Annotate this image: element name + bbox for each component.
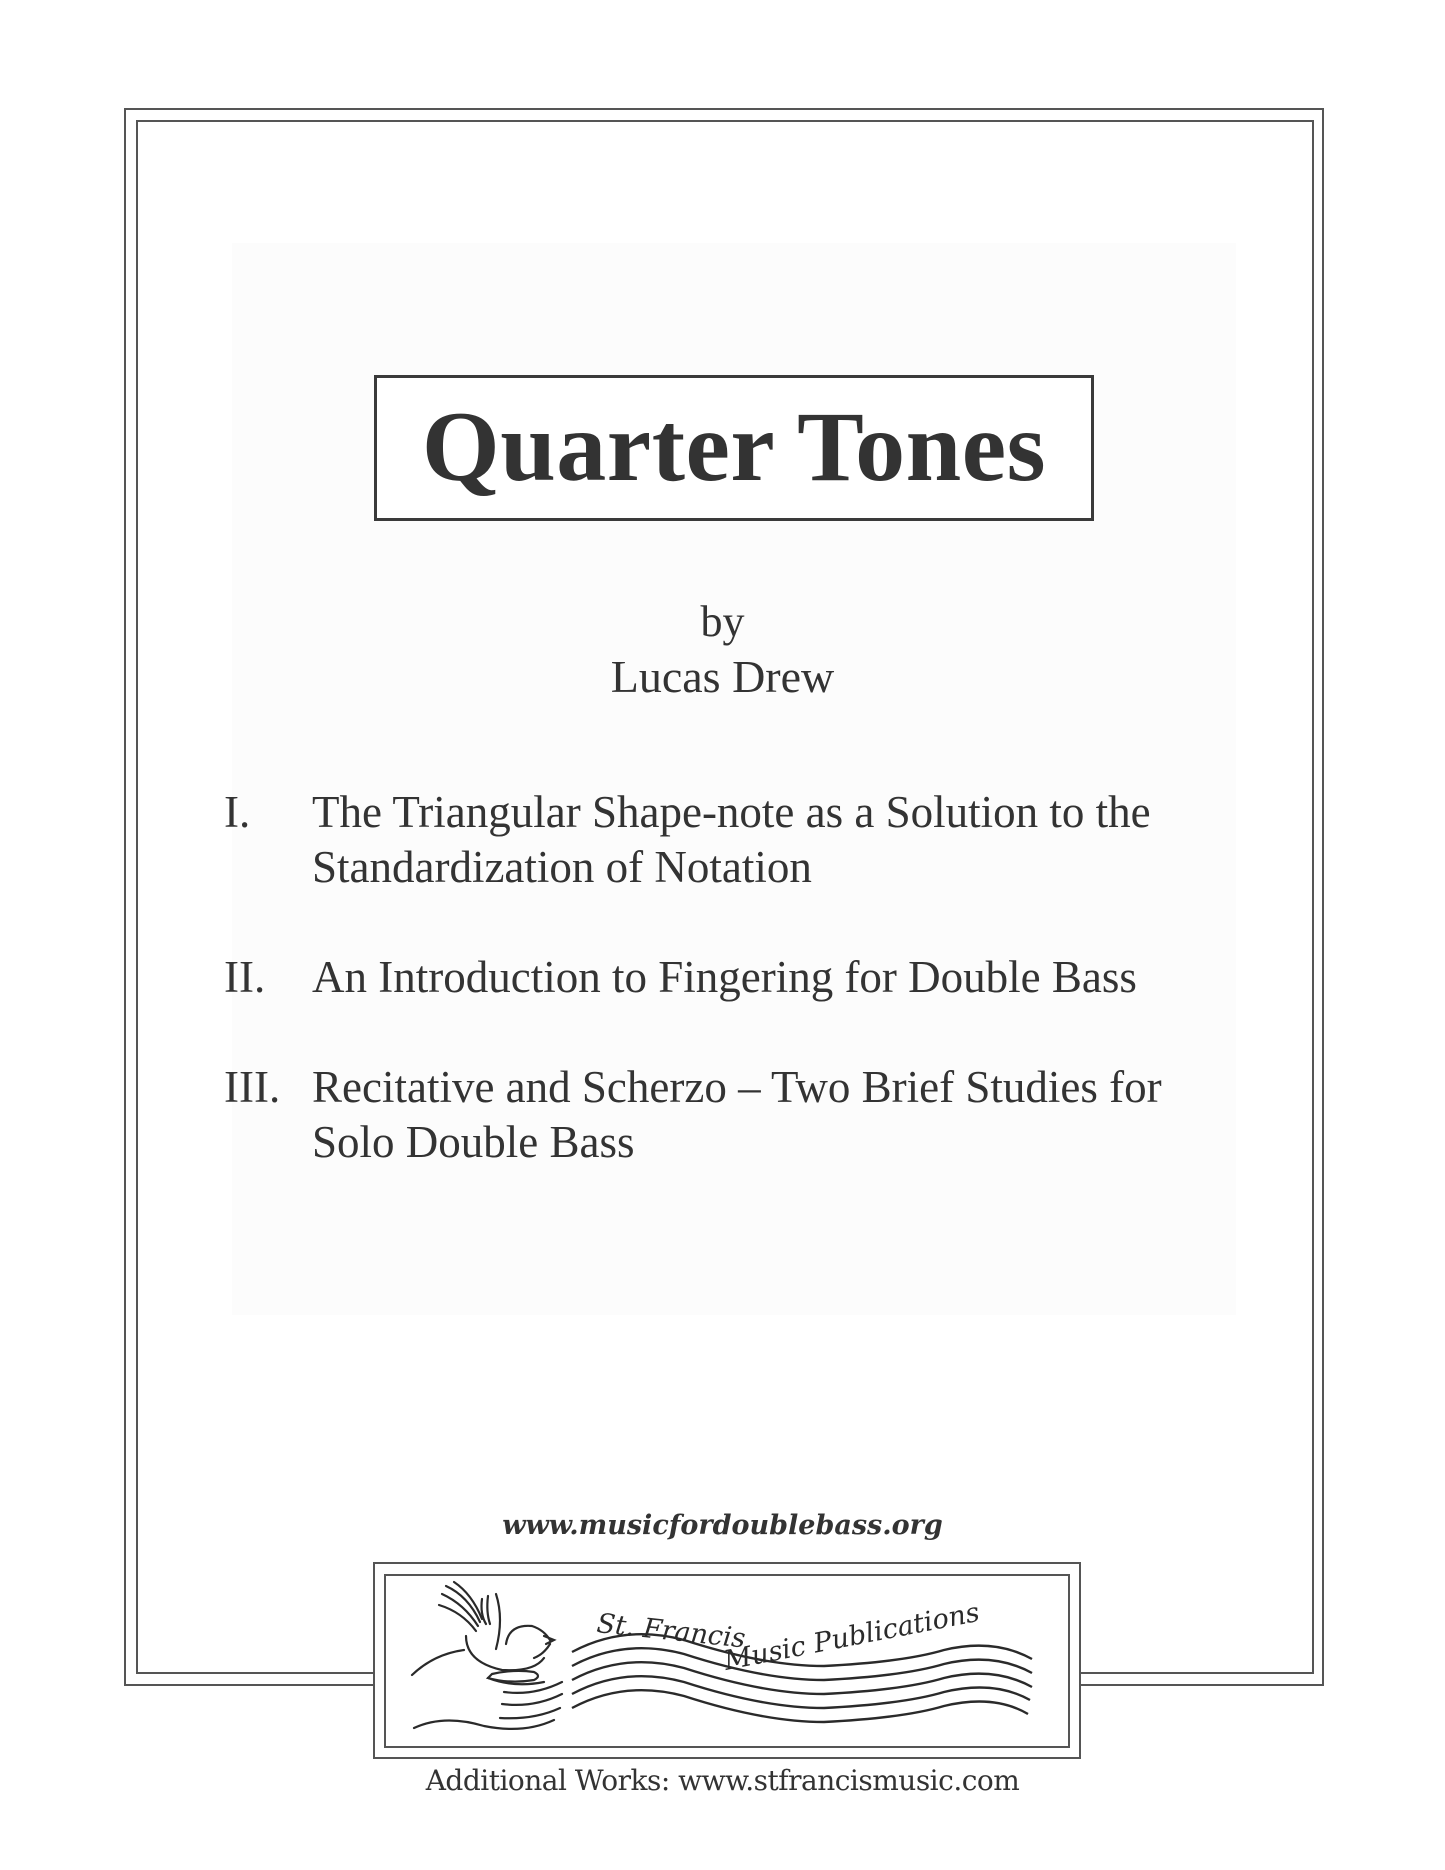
contents-numeral: I.: [224, 787, 251, 837]
author-name: Lucas Drew: [610, 651, 835, 702]
contents-line: An Introduction to Fingering for Double Bass: [312, 952, 1137, 1002]
contents-item-2: [224, 950, 1244, 1005]
contents-numeral: II.: [224, 952, 266, 1002]
publisher-name-part1: St. Francis: [595, 1608, 747, 1655]
publisher-name-part2: Music Publications: [721, 1596, 983, 1677]
contents-line: Solo Double Bass: [312, 1117, 635, 1167]
contents-item-1: [224, 785, 1244, 895]
contents-numeral: III.: [224, 1062, 281, 1112]
contents-line: Standardization of Notation: [312, 842, 812, 892]
dove-on-hand-icon: [412, 1582, 562, 1729]
byline: by: [700, 597, 745, 646]
additional-works-link[interactable]: Additional Works: www.stfrancismusic.com: [425, 1764, 1020, 1797]
page-title: Quarter Tones: [421, 390, 1047, 502]
title-box: [374, 375, 1094, 521]
publisher-logo: [384, 1574, 1070, 1748]
website-link[interactable]: www.musicfordoublebass.org: [502, 1510, 943, 1541]
contents-line: The Triangular Shape-note as a Solution to the: [312, 787, 1151, 837]
contents-line: Recitative and Scherzo – Two Brief Studies for: [312, 1062, 1162, 1112]
contents-text: [312, 1060, 1252, 1170]
contents-item-3: [224, 1060, 1244, 1170]
contents-text: [312, 950, 1252, 1005]
contents-text: [312, 785, 1252, 895]
